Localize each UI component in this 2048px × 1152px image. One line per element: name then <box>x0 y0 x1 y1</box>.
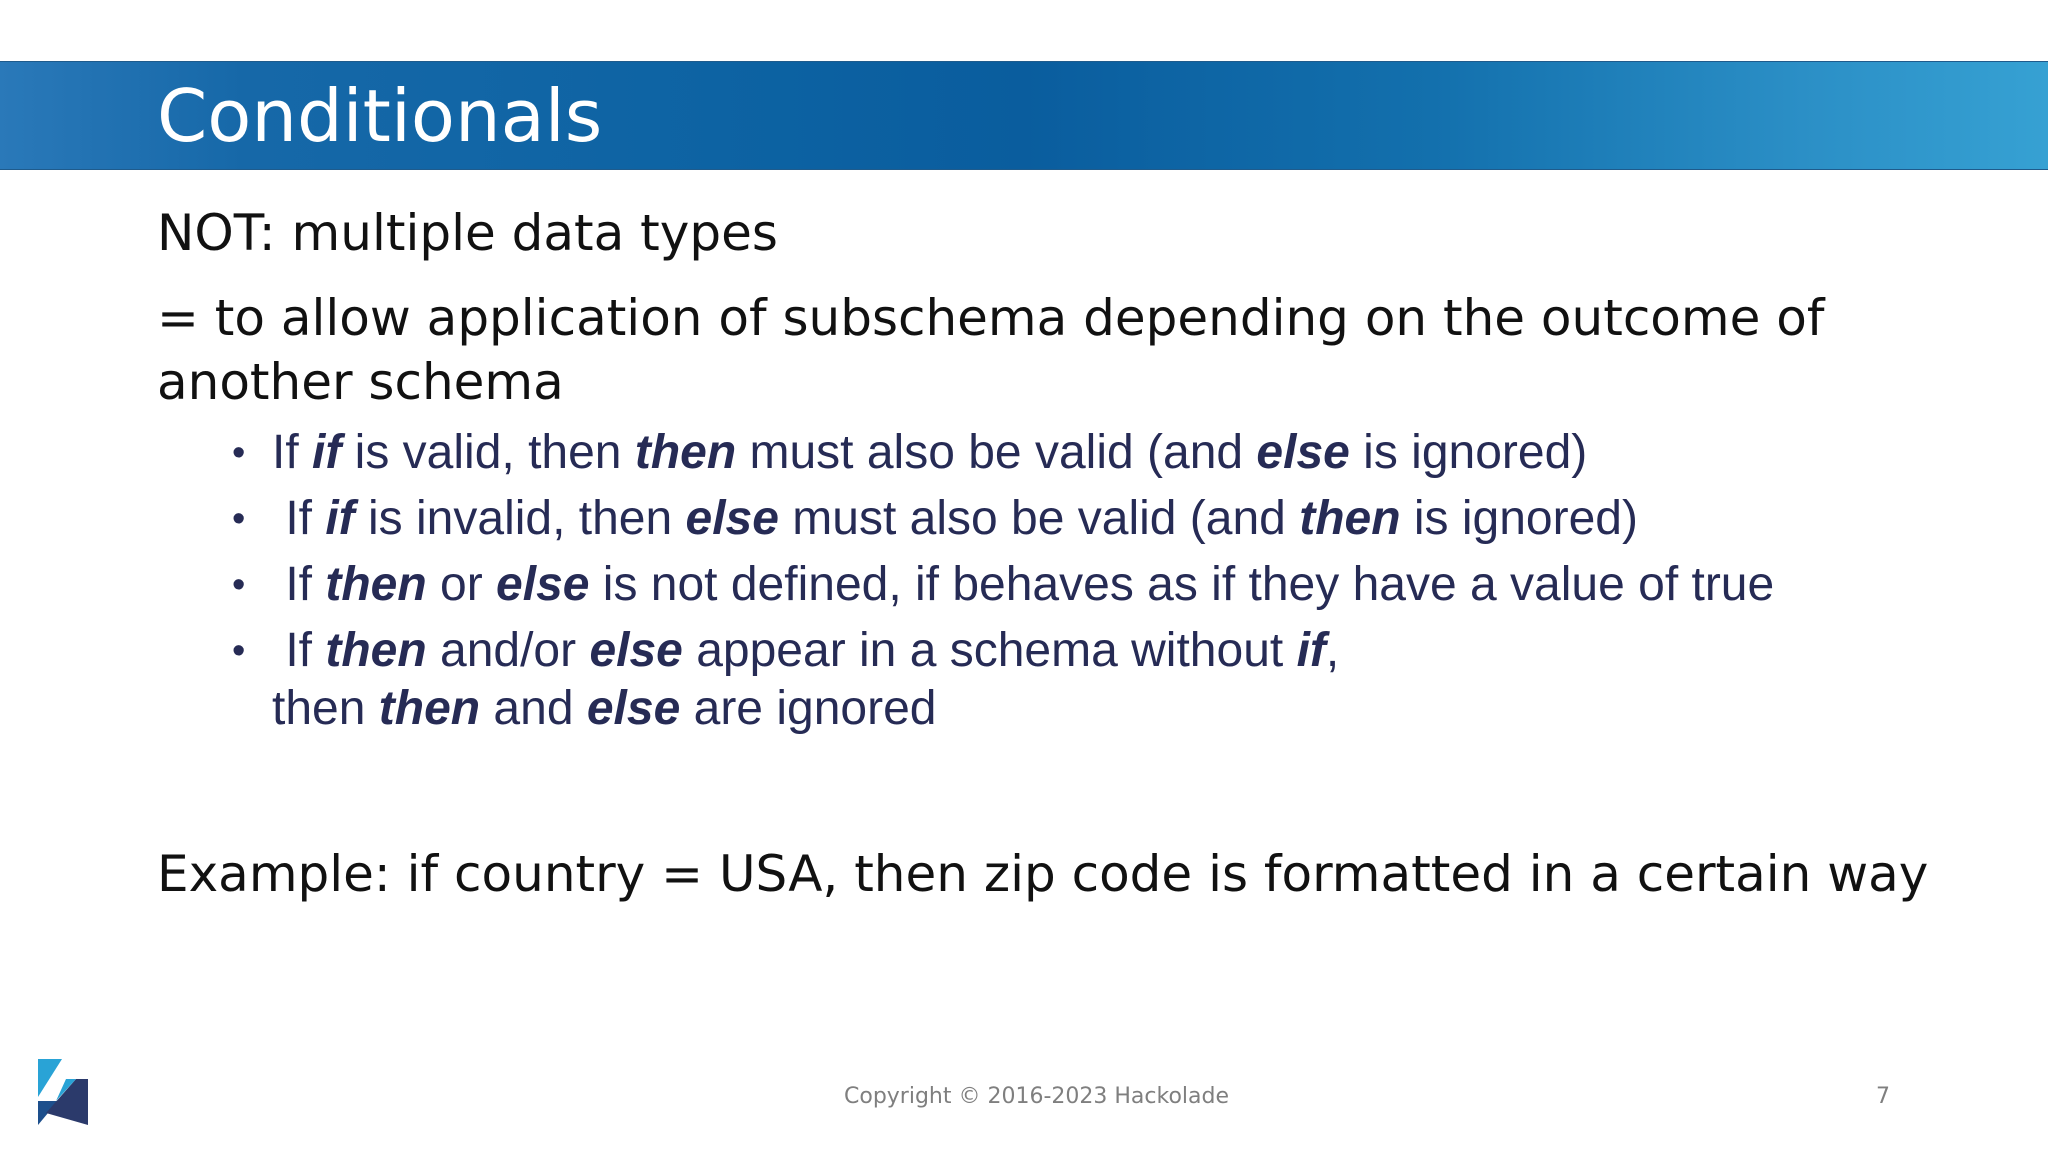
bullet-dot: • <box>232 564 246 606</box>
bullet-text: appear in a schema without <box>682 624 1297 677</box>
bullet-keyword: then <box>378 682 481 735</box>
bullet-keyword: if <box>1296 624 1326 677</box>
bullet-dot: • <box>232 630 246 672</box>
example-line: Example: if country = USA, then zip code is formatted in a certain way <box>157 845 1929 903</box>
bullet-dot: • <box>232 432 246 474</box>
copyright-text: Copyright © 2016-2023 Hackolade <box>844 1084 1230 1109</box>
title-bar <box>0 61 2048 170</box>
bullet-text: If <box>272 492 326 545</box>
bullet-keyword: else <box>685 492 779 545</box>
bullet-text: , <box>1325 624 1340 677</box>
bullet-continuation <box>272 680 1774 738</box>
bullet-keyword: then <box>325 624 427 677</box>
bullet-text: must also be valid (and <box>736 426 1257 479</box>
bullet-text: and/or <box>426 624 590 677</box>
footer <box>0 1084 2048 1114</box>
bullet-item-2 <box>232 490 1774 548</box>
bullet-keyword: then <box>1299 492 1401 545</box>
bullet-item-4 <box>232 622 1774 738</box>
bullet-keyword: else <box>589 624 683 677</box>
bullet-text: is ignored) <box>1349 426 1588 479</box>
bullet-keyword: if <box>325 492 355 545</box>
bullet-text: and <box>480 682 587 735</box>
bullet-text: is invalid, then <box>354 492 686 545</box>
bullet-text: must also be valid (and <box>778 492 1300 545</box>
bullet-text: are ignored <box>680 682 937 735</box>
bullet-keyword: then <box>634 426 737 479</box>
bullet-text: If <box>272 426 313 479</box>
not-line: NOT: multiple data types <box>157 204 778 262</box>
bullet-text: is valid, then <box>341 426 635 479</box>
bullet-item-3 <box>232 556 1774 614</box>
bullet-keyword: else <box>496 558 590 611</box>
bullet-text: If <box>272 624 326 677</box>
bullet-text: is ignored) <box>1400 492 1638 545</box>
bullet-list <box>232 424 1774 746</box>
bullet-keyword: then <box>325 558 427 611</box>
bullet-text: then <box>272 682 379 735</box>
bullet-item-1 <box>232 424 1774 482</box>
definition-line-1: = to allow application of subschema depending on the outcome of <box>157 289 1825 347</box>
definition-line-2: another schema <box>157 353 564 411</box>
bullet-keyword: else <box>1256 426 1350 479</box>
bullet-text: is not defined, if behaves as if they have a value of true <box>589 558 1775 611</box>
slide-title: Conditionals <box>157 74 603 158</box>
bullet-keyword: else <box>586 682 681 735</box>
bullet-dot: • <box>232 498 246 540</box>
bullet-keyword: if <box>312 426 342 479</box>
bullet-text: If <box>272 558 326 611</box>
page-number: 7 <box>1876 1084 1890 1109</box>
bullet-text: or <box>426 558 497 611</box>
